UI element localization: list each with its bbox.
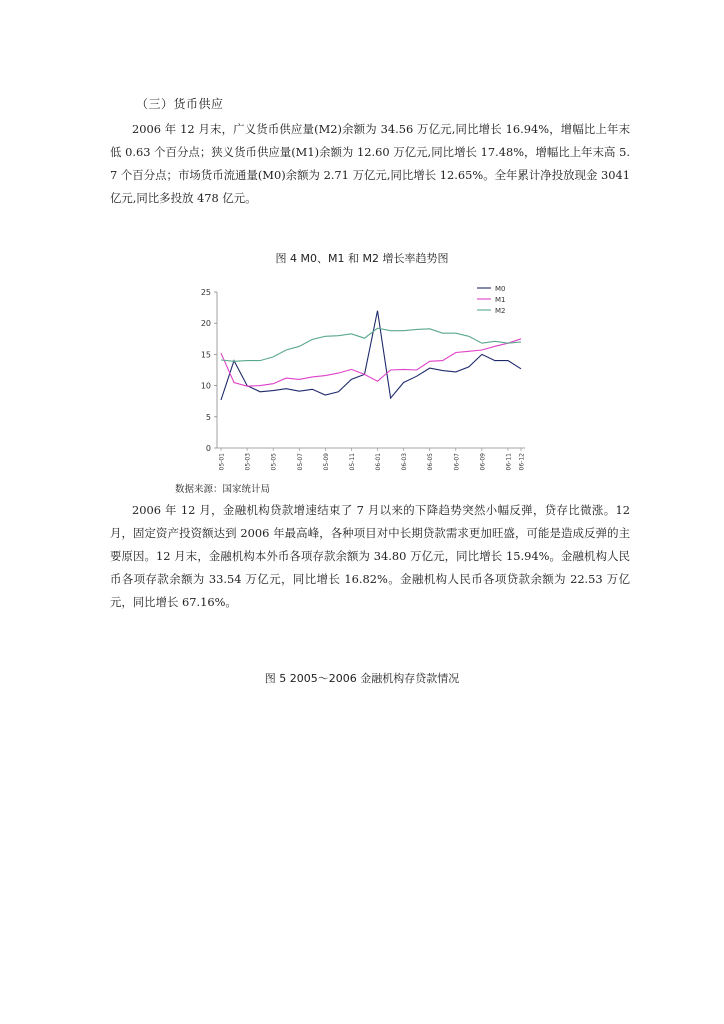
growth-rate-line-chart <box>195 275 535 480</box>
paragraph-loans: 2006 年 12 月，金融机构贷款增速结束了 7 月以来的下降趋势突然小幅反弹，贷存比微涨。12 月，固定资产投资额达到 2006 年最高峰，各种项目对中长期贷款需求更加旺盛，可能是造成反弹的主要原因。12 月末，金融机构本外币各项存款余额为 34.80 万亿元，同比增长 15.94%。金融机构人民币各项存款余额为 33.54 万亿元，同比增长 16.82%。金融机构人民币各项贷款余额为 22.53 万亿元，同比增长 67.16%。 <box>110 503 630 609</box>
paragraph-money-supply: 2006 年 12 月末，广义货币供应量(M2)余额为 34.56 万亿元,同比增长 16.94%，增幅比上年末低 0.63 个百分点；狭义货币供应量(M1)余额为 12.60 万亿元,同比增长 17.48%，增幅比上年末高 5.7 个百分点；市场货币流通量(M0)余额为 2.71 万亿元,同比增长 12.65%。全年累计净投放现金 3041 亿元,同比多投放 478 亿元。 <box>110 122 630 205</box>
x-tick-label: 06-07 <box>453 453 461 471</box>
figure4-title: 图 4 M0、M1 和 M2 增长率趋势图 <box>275 252 449 265</box>
y-tick-label: 5 <box>205 412 211 422</box>
x-tick-label: 06-01 <box>375 453 383 471</box>
x-tick-label: 05-01 <box>218 453 226 471</box>
x-tick-label: 06-12 <box>518 453 526 471</box>
x-tick-label: 05-11 <box>348 453 356 471</box>
x-tick-label: 06-05 <box>427 453 435 471</box>
x-tick-label: 05-09 <box>322 453 330 471</box>
series-line-m1 <box>221 339 521 386</box>
y-tick-label: 10 <box>200 381 211 391</box>
y-tick-label: 25 <box>200 288 211 297</box>
x-tick-label: 06-11 <box>505 453 513 471</box>
x-tick-label: 06-09 <box>479 453 487 471</box>
legend-label-m0: M0 <box>495 285 506 293</box>
x-tick-label: 05-07 <box>296 453 304 471</box>
section-title: （三）货币供应 <box>136 97 224 111</box>
y-tick-label: 20 <box>200 319 211 329</box>
chart-axes <box>201 288 526 470</box>
legend-label-m1: M1 <box>495 296 506 304</box>
series-line-m0 <box>221 311 521 400</box>
x-tick-label: 06-03 <box>401 453 409 471</box>
data-source: 数据来源：国家统计局 <box>175 484 271 495</box>
chart-legend <box>477 285 506 315</box>
x-tick-label: 05-03 <box>244 453 252 471</box>
chart-series <box>221 311 521 400</box>
y-tick-label: 15 <box>200 350 211 360</box>
y-tick-label: 0 <box>205 444 211 453</box>
figure5-title: 图 5 2005～2006 金融机构存贷款情况 <box>264 672 460 685</box>
x-tick-label: 05-05 <box>270 453 278 471</box>
legend-label-m2: M2 <box>495 307 506 315</box>
